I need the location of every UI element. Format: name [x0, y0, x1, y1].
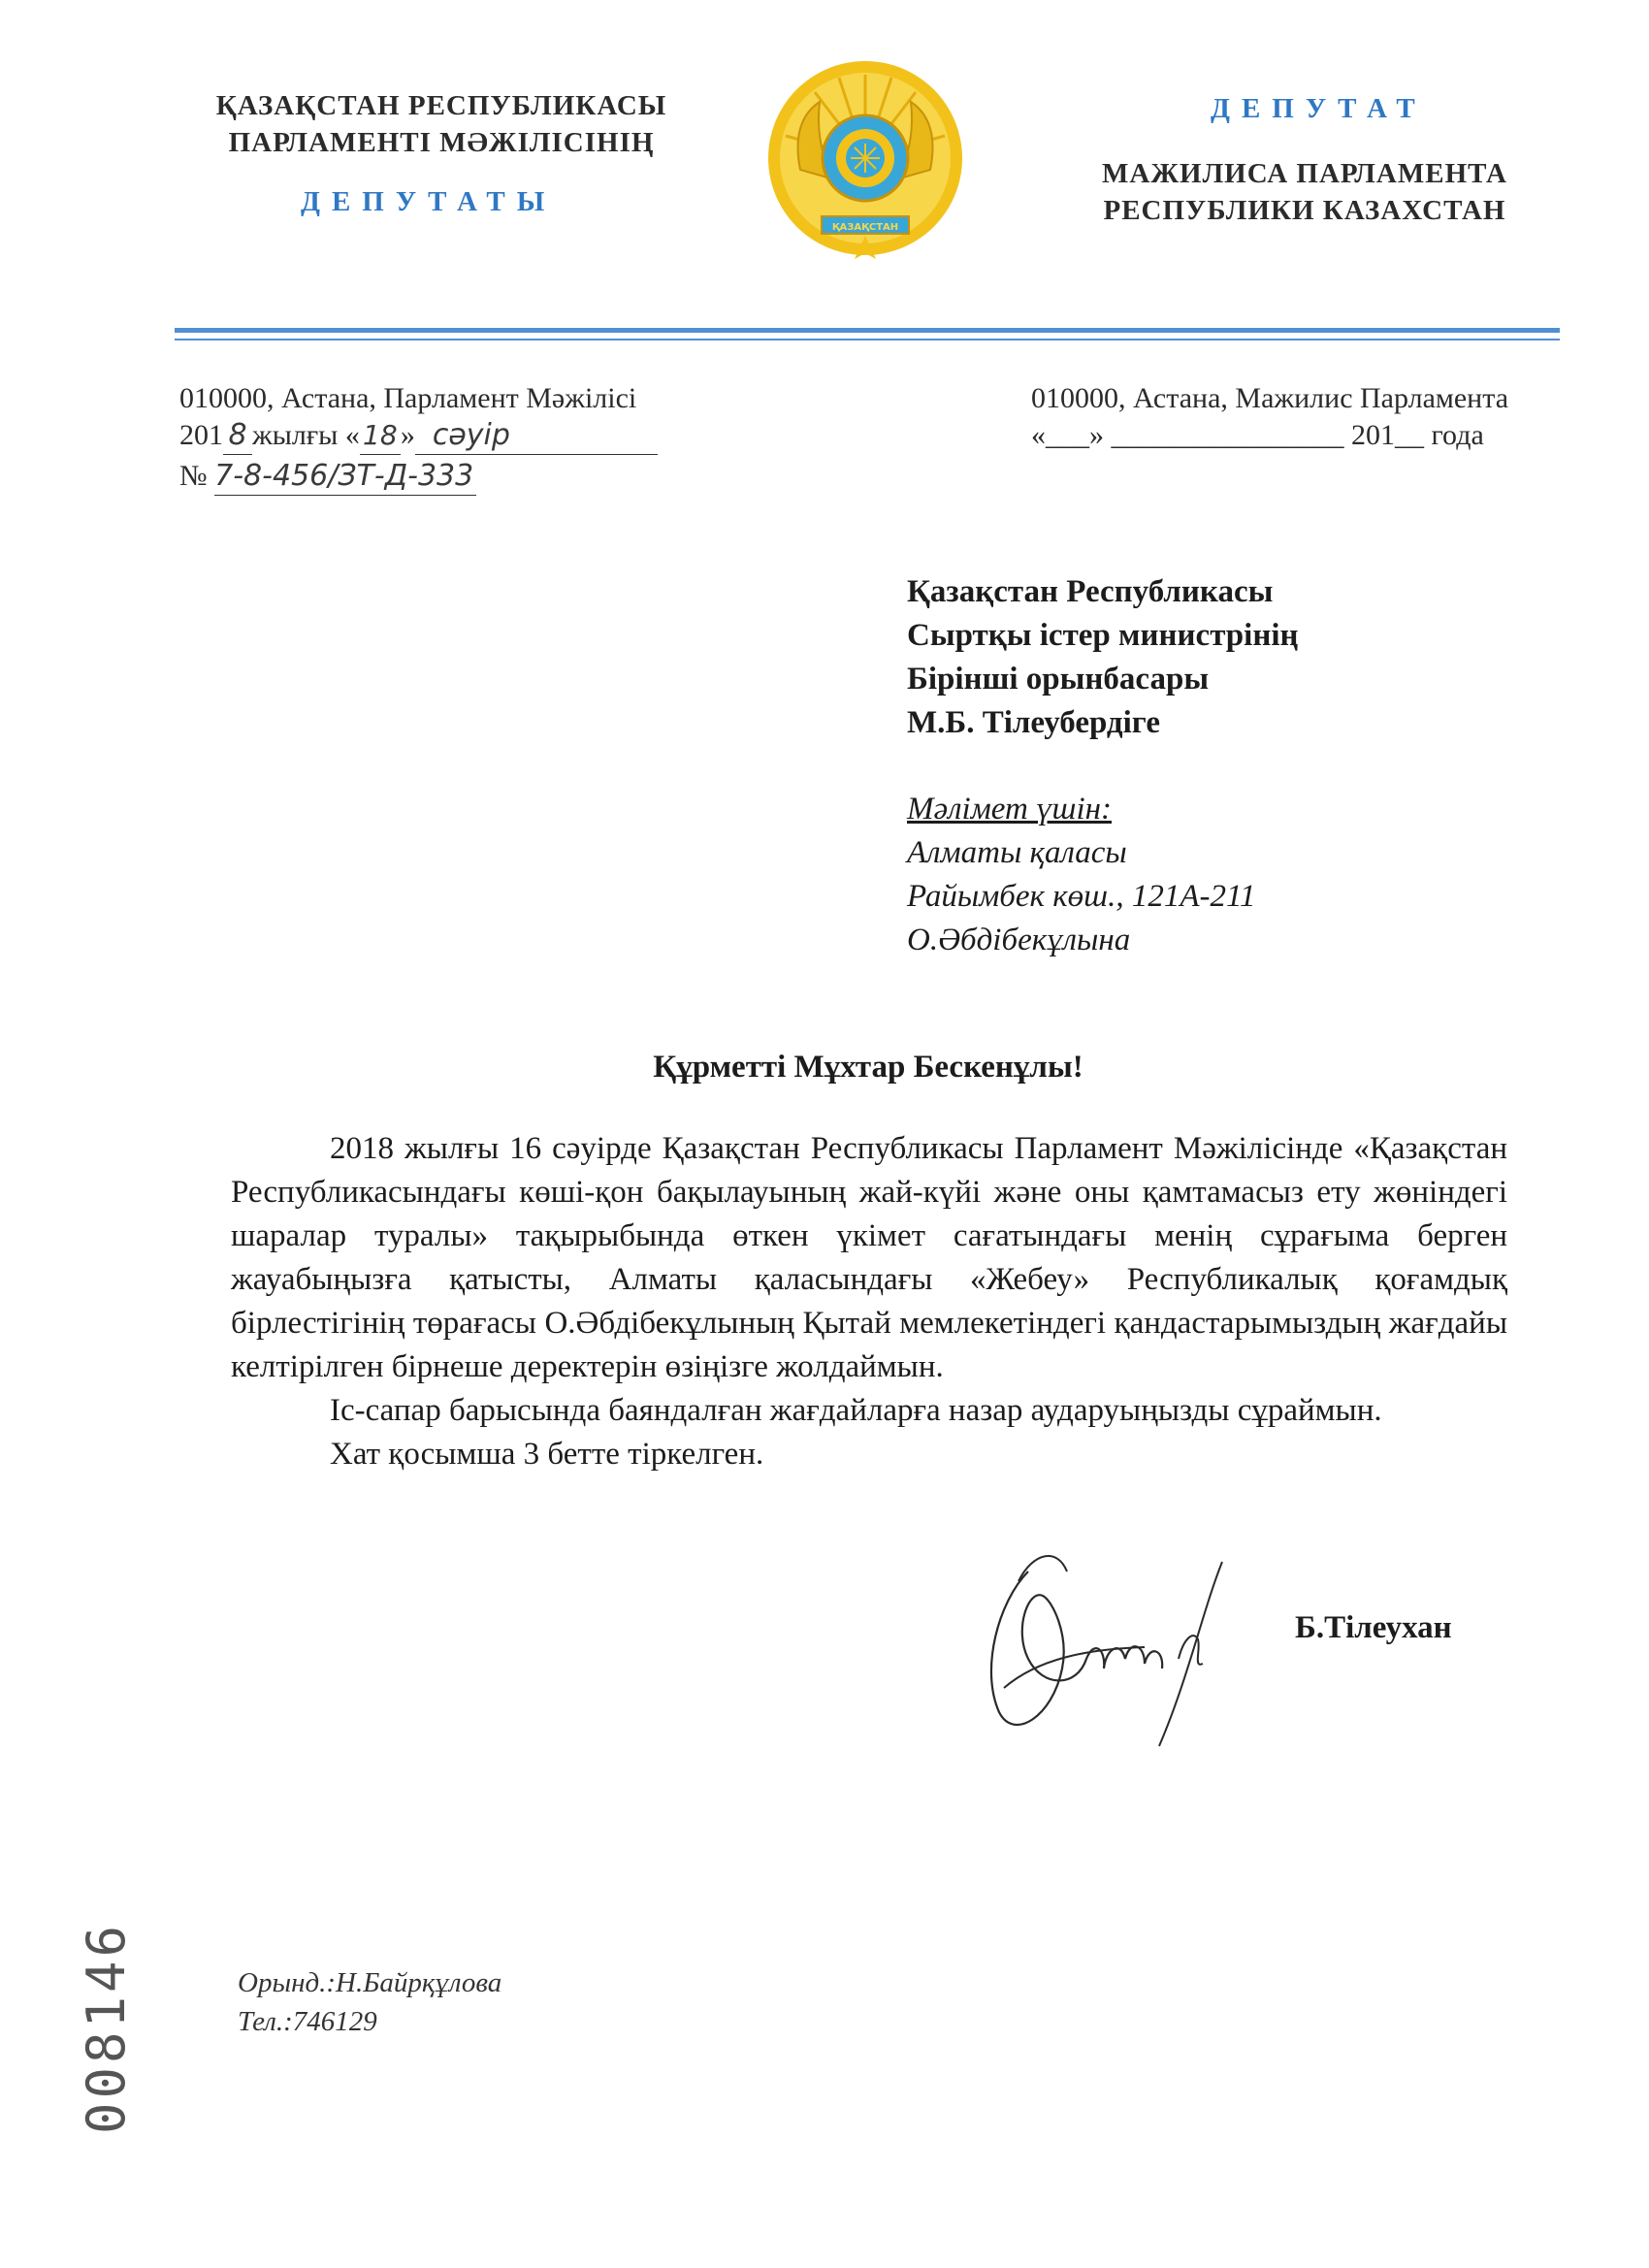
- registration-stamp-number: 008146: [76, 1921, 137, 2134]
- info-copy-block: [907, 788, 1586, 962]
- address-right-line: 010000, Астана, Мажилис Парламента: [1031, 382, 1509, 414]
- signatory-name: Б.Тілеухан: [1295, 1610, 1452, 1645]
- header-left-org: [189, 87, 694, 161]
- date-day: 18: [360, 417, 401, 455]
- header-left-title: ДЕПУТАТЫ: [301, 186, 557, 217]
- date-prefix: 201: [179, 419, 223, 451]
- state-emblem-icon: [761, 53, 970, 267]
- executor-phone: Тел.:746129: [238, 2006, 377, 2037]
- header-right-line2: РЕСПУБЛИКИ КАЗАХСТАН: [1103, 195, 1506, 226]
- recipient-line4: М.Б. Тілеубердіге: [907, 705, 1160, 740]
- address-right-date: «___» ________________ 201__ года: [1031, 419, 1484, 451]
- letter-body: [231, 1127, 1507, 1476]
- number-prefix: №: [179, 460, 208, 492]
- address-left: [179, 380, 723, 496]
- executor-block: [238, 1963, 501, 2041]
- date-month: сәуір: [415, 417, 658, 455]
- recipient-line1: Қазақстан Республикасы: [907, 574, 1274, 609]
- signature-scribble-icon: [960, 1542, 1261, 1756]
- info-copy-label: Мәлімет үшін:: [907, 792, 1112, 826]
- body-paragraph-3: Хат қосымша 3 бетте тіркелген.: [330, 1437, 764, 1472]
- signature-image: [960, 1542, 1261, 1756]
- info-copy-line2: Райымбек көш., 121А-211: [907, 879, 1256, 914]
- address-left-line: 010000, Астана, Парламент Мәжілісі: [179, 382, 637, 414]
- body-paragraph-2: Іс-сапар барысында баяндалған жағдайларға назар аударуыңызды сұраймын.: [330, 1393, 1382, 1428]
- body-paragraph-1: 2018 жылғы 16 сәуірде Қазақстан Республикасы Парламент Мәжілісінде «Қазақстан Республикасындағы көші-қон бақылауының жай-күйі және оны қамтамасыз ету жөніндегі шаралар туралы» тақырыбында өткен үкімет сағатындағы менің сұрағыма берген жауабыңызға қатысты, Алматы қаласындағы «Жебеу» Республикалық қоғамдық бірлестігінің төрағасы О.Әбдібекұлының Қытай мемлекетіндегі қандастарымыздың жағдайы келтірілген бірнеше деректерін өзіңізге жолдаймын.: [231, 1131, 1507, 1384]
- recipient-line2: Сыртқы істер министрінің: [907, 618, 1299, 653]
- header-right-org: [1052, 155, 1557, 229]
- header-left-line2: ПАРЛАМЕНТІ МӘЖІЛІСІНІҢ: [228, 127, 655, 158]
- outgoing-date: [179, 417, 723, 458]
- info-copy-line3: О.Әбдібекұлына: [907, 923, 1131, 957]
- recipient-line3: Бірінші орынбасары: [907, 662, 1210, 697]
- header-rule-thin: [175, 339, 1560, 340]
- date-mid: жылғы «: [252, 419, 360, 451]
- salutation: Құрметті Мұхтар Бескенұлы!: [653, 1050, 1083, 1085]
- header-left-line1: ҚАЗАҚСТАН РЕСПУБЛИКАСЫ: [215, 90, 667, 121]
- executor-name: Орынд.:Н.Байрқұлова: [238, 1967, 502, 1998]
- header-right-line1: МАЖИЛИСА ПАРЛАМЕНТА: [1102, 158, 1507, 189]
- state-emblem: [761, 53, 970, 267]
- address-right: [1031, 380, 1574, 454]
- recipient-block: [907, 570, 1586, 745]
- header-rule-thick: [175, 328, 1560, 333]
- date-close: »: [400, 419, 415, 451]
- emblem-text: ҚАЗАҚСТАН: [831, 222, 899, 233]
- date-year-digit: 8: [223, 417, 252, 455]
- header-right-title: ДЕПУТАТ: [1211, 93, 1427, 124]
- number-value: 7-8-456/ЗТ-Д-333: [214, 458, 476, 496]
- outgoing-number: [179, 458, 723, 496]
- info-copy-line1: Алматы қаласы: [907, 835, 1127, 870]
